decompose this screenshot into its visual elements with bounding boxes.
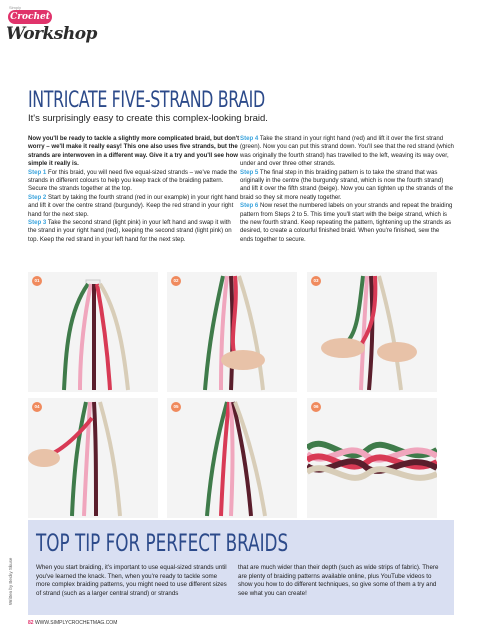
article-subtitle: It's surprisingly easy to create this complex-looking braid. <box>28 113 268 124</box>
step-1: Step 1 For this braid, you will need five equal-sized strands – we've made the strands in different colours to help you keep track of the braiding pattern. Secure the strands together at the top. <box>28 168 238 193</box>
tip-text-left: When you start braiding, it's important to use equal-sized strands until you've learned the knack. Then, when you're ready to tackle some more complex braiding patterns, you might need to use different sizes of strand (such as a larger central strand) or strands <box>36 564 227 597</box>
intro-paragraph: Now you'll be ready to tackle a slightly more complicated braid, but don't worry – we'll make it really easy! This one also uses five strands, but the strands are interwoven in a different way. Give it a try and you'll see how simple it really is. <box>28 135 240 168</box>
step-3: Step 3 Take the second strand (light pink) in your left hand and swap it with the strand in your right hand (red), keeping the second strand (light pink) on top. Keep the red strand in your left hand for the next step. <box>28 219 232 243</box>
step-photo-1 <box>28 272 158 392</box>
top-tip-box <box>28 520 454 615</box>
photo-badge: 05 <box>171 402 181 412</box>
page-number: 82 <box>28 620 34 626</box>
strands-with-hand-illustration <box>28 398 158 518</box>
step-4: Step 4 Take the strand in your right hand (red) and lift it over the first strand (green). Now you can put this strand down. You'll see that the red strand (which was originally the fourth strand) has travelled to the left, weaving its way over, under and over three other strands. <box>240 135 454 168</box>
step-6: Step 6 Now reset the numbered labels on your strands and repeat the braiding pattern from Steps 2 to 5. This time you'll start with the beige strand, which is the new fourth strand. Keep repeating the pattern, tightening up the strands as desired, to create a colourful finished braid. When you're finished, sew the ends together to secure. <box>240 202 453 243</box>
article-title: INTRICATE FIVE-STRAND BRAID <box>28 88 265 113</box>
photo-badge: 02 <box>171 276 181 286</box>
text-column-right <box>240 135 454 244</box>
step-photo-3 <box>307 272 437 392</box>
strands-with-hand-illustration <box>167 272 297 392</box>
strands-with-hands-illustration <box>307 272 437 392</box>
logo-workshop: Workshop <box>6 24 97 44</box>
photo-badge: 04 <box>32 402 42 412</box>
website-url: WWW.SIMPLYCROCHETMAG.COM <box>34 620 118 626</box>
author-credit: Written by Becky Skuse <box>8 557 13 605</box>
magazine-logo <box>6 4 97 52</box>
logo-sub: Simply <box>9 5 22 10</box>
finished-braid-illustration <box>307 398 437 518</box>
step-photo-6 <box>307 398 437 518</box>
tip-title: TOP TIP FOR PERFECT BRAIDS <box>36 529 289 557</box>
step-photo-2 <box>167 272 297 392</box>
step-photo-5 <box>167 398 297 518</box>
photo-badge: 03 <box>311 276 321 286</box>
step-photo-4 <box>28 398 158 518</box>
step-5: Step 5 The final step in this braiding pattern is to take the strand that was originally in the centre (the burgundy strand, which is now the fourth strand) and lift it over the fifth strand (beige). Now you can tighten up the strands of the braid so they sit more neatly together. <box>240 168 454 201</box>
strands-illustration <box>167 398 297 518</box>
tip-text-right: that are much wider than their depth (such as wide strips of fabric). There are plenty of braiding patterns available online, plus YouTube videos to show you how to do different techniques, so give some of them a try and see what you can create! <box>238 564 439 597</box>
photo-badge: 06 <box>311 402 321 412</box>
photo-badge: 01 <box>32 276 42 286</box>
strands-illustration <box>28 272 158 392</box>
page-footer <box>28 620 117 626</box>
step-2: Step 2 Start by taking the fourth strand (red in our example) in your right hand and lift it over the centre strand (burgundy). Keep the red strand in your right hand for the next step. <box>28 193 239 218</box>
text-column-left <box>28 135 240 244</box>
logo-crochet: Crochet <box>8 10 52 24</box>
